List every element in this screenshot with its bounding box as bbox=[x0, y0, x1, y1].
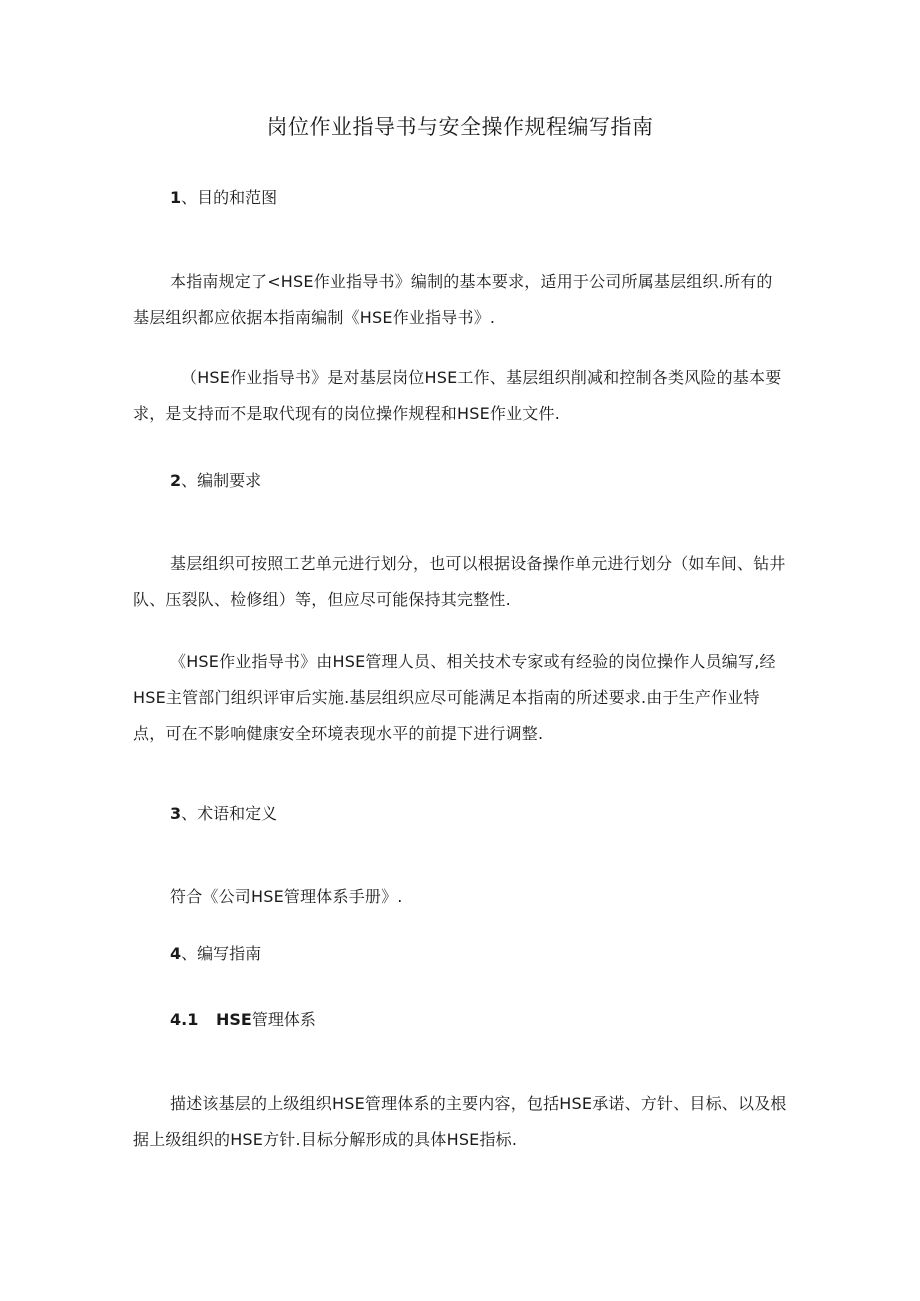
section-1-paragraph-1: 本指南规定了<HSE作业指导书》编制的基本要求，适用于公司所属基层组织.所有的基层组织都应依据本指南编制《HSE作业指导书》. bbox=[133, 272, 773, 327]
section-3-separator: 、 bbox=[181, 804, 198, 823]
section-2-heading bbox=[170, 470, 261, 492]
section-3-number: 3 bbox=[170, 804, 182, 823]
section-3-paragraph-1: 符合《公司HSE管理体系手册》. bbox=[170, 887, 403, 906]
section-2-title: 编制要求 bbox=[197, 471, 262, 490]
subsection-4-1-code: HSE bbox=[216, 1010, 252, 1029]
section-1-paragraph-2: （HSE作业指导书》是对基层岗位HSE工作、基层组织削减和控制各类风险的基本要求，是支持而不是取代现有的岗位操作规程和HSE作业文件. bbox=[133, 368, 782, 423]
section-3-title: 术语和定义 bbox=[197, 804, 278, 823]
subsection-4-1-heading bbox=[170, 1009, 316, 1031]
section-4-title: 编写指南 bbox=[197, 944, 262, 963]
section-2-number: 2 bbox=[170, 471, 182, 490]
section-1-separator: 、 bbox=[181, 188, 198, 207]
document-title: 岗位作业指导书与安全操作规程编写指南 bbox=[266, 115, 654, 139]
section-2-paragraph-2: 《HSE作业指导书》由HSE管理人员、相关技术专家或有经验的岗位操作人员编写,经HSE主管部门组织评审后实施.基层组织应尽可能满足本指南的所述要求.由于生产作业特点，可在不影响健康安全环境表现水平的前提下进行调整. bbox=[133, 652, 776, 743]
subsection-4-1-number: 4.1 bbox=[170, 1010, 199, 1029]
subsection-4-1-title: 管理体系 bbox=[251, 1010, 316, 1029]
subsection-4-1-paragraph-1: 描述该基层的上级组织HSE管理体系的主要内容，包括HSE承诺、方针、目标、以及根据上级组织的HSE方针.目标分解形成的具体HSE指标. bbox=[133, 1094, 787, 1149]
section-2-paragraph-1: 基层组织可按照工艺单元进行划分，也可以根据设备操作单元进行划分（如车间、钻井队、压裂队、检修组）等，但应尽可能保持其完整性. bbox=[133, 554, 786, 609]
section-1-title: 目的和范图 bbox=[197, 188, 278, 207]
section-4-separator: 、 bbox=[181, 944, 198, 963]
section-1-number: 1 bbox=[170, 188, 182, 207]
section-4-heading bbox=[170, 943, 261, 965]
section-2-separator: 、 bbox=[181, 471, 198, 490]
section-4-number: 4 bbox=[170, 944, 182, 963]
section-3-heading bbox=[170, 803, 277, 825]
section-1-heading bbox=[170, 187, 277, 209]
